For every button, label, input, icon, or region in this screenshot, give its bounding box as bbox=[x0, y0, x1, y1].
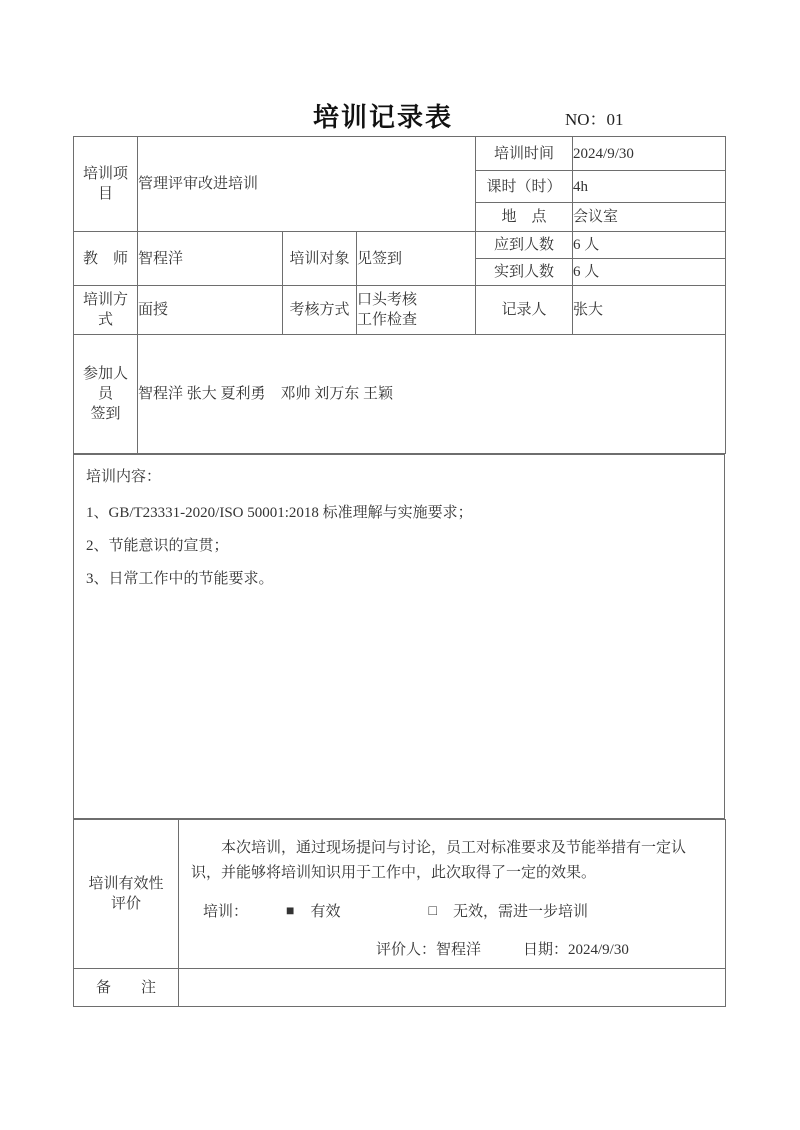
signin-names: 智程洋 张大 夏利勇 邓帅 刘万东 王颖 bbox=[138, 335, 726, 454]
ineffective-label: 无效，需进一步培训 bbox=[452, 904, 588, 920]
recorder-label: 记录人 bbox=[476, 286, 573, 335]
table-row bbox=[74, 137, 726, 171]
location-label: 地 点 bbox=[476, 203, 573, 232]
remark-value bbox=[179, 969, 726, 1007]
training-content-header: 培训内容： bbox=[86, 469, 162, 485]
evaluation-prefix: 培训： bbox=[203, 904, 249, 920]
ineffective-checkbox-icon: □ bbox=[428, 904, 437, 919]
evaluation-signature-row bbox=[191, 940, 711, 960]
teacher-label: 教 师 bbox=[74, 232, 138, 286]
training-content-table bbox=[73, 454, 725, 819]
doc-number: NO：01 bbox=[565, 110, 624, 129]
remark-label: 备 注 bbox=[74, 969, 179, 1007]
training-content-item: 1、GB/T23331-2020/ISO 50001:2018 标准理解与实施要求； bbox=[86, 505, 473, 521]
table-row bbox=[74, 820, 726, 969]
training-project-label: 培训项 目 bbox=[74, 137, 138, 232]
training-time-label: 培训时间 bbox=[476, 137, 573, 171]
location-value: 会议室 bbox=[573, 203, 726, 232]
signin-label: 参加人 员 签到 bbox=[74, 335, 138, 454]
recorder-value: 张大 bbox=[573, 286, 726, 335]
effectiveness-evaluation-label: 培训有效性 评价 bbox=[74, 820, 179, 969]
page-title: 培训记录表 bbox=[312, 102, 453, 132]
table-row bbox=[74, 232, 726, 259]
teacher-value: 智程洋 bbox=[138, 232, 283, 286]
evaluator-name: 评价人：智程洋 bbox=[376, 942, 482, 958]
document-header bbox=[73, 97, 725, 136]
class-hours-label: 课时（时） bbox=[476, 171, 573, 203]
training-time-value: 2024/9/30 bbox=[573, 137, 726, 171]
training-content-cell bbox=[74, 455, 725, 819]
assessment-method-value: 口头考核 工作检查 bbox=[357, 286, 476, 335]
training-method-label: 培训方 式 bbox=[74, 286, 138, 335]
table-row bbox=[74, 969, 726, 1007]
table-row bbox=[74, 286, 726, 335]
actual-count-value: 6 人 bbox=[573, 259, 726, 286]
audience-value: 见签到 bbox=[357, 232, 476, 286]
effective-checkbox-icon: ■ bbox=[286, 904, 295, 919]
evaluation-checkbox-row bbox=[191, 902, 711, 922]
assessment-method-label: 考核方式 bbox=[283, 286, 357, 335]
evaluation-paragraph: 本次培训，通过现场提问与讨论，员工对标准要求及节能举措有一定认识，并能够将培训知识用于工作中，此次取得了一定的效果。 bbox=[191, 840, 687, 881]
expected-count-label: 应到人数 bbox=[476, 232, 573, 259]
table-row bbox=[74, 455, 725, 819]
document-page bbox=[73, 0, 725, 1007]
training-method-value: 面授 bbox=[138, 286, 283, 335]
training-project-value: 管理评审改进培训 bbox=[138, 137, 476, 232]
audience-label: 培训对象 bbox=[283, 232, 357, 286]
class-hours-value: 4h bbox=[573, 171, 726, 203]
table-row bbox=[74, 335, 726, 454]
actual-count-label: 实到人数 bbox=[476, 259, 573, 286]
evaluation-date: 日期：2024/9/30 bbox=[523, 942, 629, 958]
effectiveness-evaluation-content bbox=[179, 820, 726, 969]
evaluation-table bbox=[73, 819, 726, 1007]
effective-label: 有效 bbox=[310, 904, 341, 920]
expected-count-value: 6 人 bbox=[573, 232, 726, 259]
info-table bbox=[73, 136, 726, 454]
training-content-item: 3、日常工作中的节能要求。 bbox=[86, 571, 274, 587]
training-content-item: 2、节能意识的宣贯； bbox=[86, 538, 229, 554]
